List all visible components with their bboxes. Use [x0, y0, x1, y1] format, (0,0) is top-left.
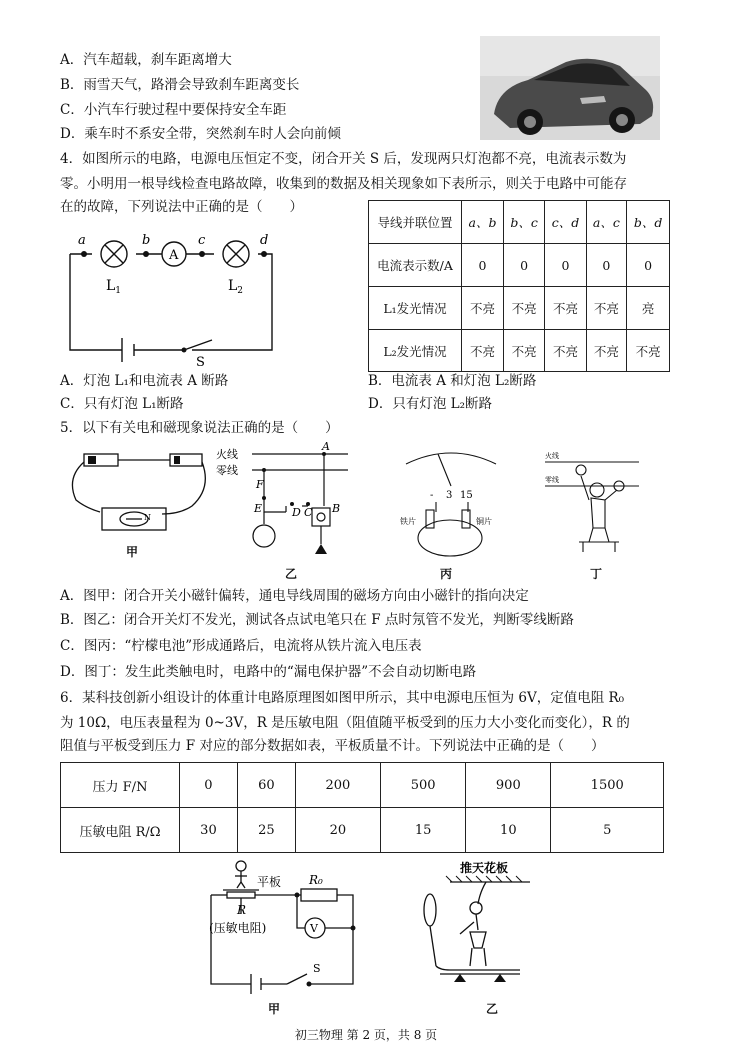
- q4-table-cell: 0: [586, 244, 627, 287]
- q5-ding-zero-line: 零线: [545, 476, 559, 484]
- q6-jia-r-desc: (压敏电阻): [209, 921, 267, 935]
- car-photo: [480, 36, 660, 140]
- q6-table-cell: 30: [180, 808, 238, 853]
- q6-jia-plate-label: 平板: [257, 875, 282, 889]
- q6-fig-jia-circuit: [205, 858, 365, 998]
- q4-table-cell: 不亮: [462, 330, 504, 372]
- q4-table-cell: L₁发光情况: [369, 287, 462, 330]
- q4-node-d: d: [260, 233, 269, 248]
- q4-table-cell: 不亮: [503, 330, 544, 372]
- q5-option-a: A．图甲：闭合开关小磁针偏转，通电导线周围的磁场方向由小磁针的指向决定: [60, 588, 529, 604]
- q6-table-cell: 500: [381, 763, 466, 808]
- q4-table-cell: 不亮: [462, 287, 504, 330]
- q4-node-a: a: [78, 233, 86, 248]
- q5-fig-ding: [545, 446, 640, 558]
- q5-option-b: B．图乙：闭合开关灯不发光，测试各点试电笔只在 F 点时氖管不发光，判断零线断路: [60, 612, 574, 628]
- q5-caption-bing: 丙: [440, 567, 453, 581]
- q6-table-cell: 5: [551, 808, 664, 853]
- q5-fig-jia: [62, 448, 212, 543]
- q6-yi-ceiling-label: 推天花板: [460, 861, 509, 875]
- q6-jia-r-label: R: [237, 903, 247, 917]
- q5-fig-bing: [396, 446, 506, 562]
- q5-option-c: C．图丙：“柠檬电池”形成通路后，电流将从铁片流入电压表: [60, 638, 422, 654]
- q5-yi-fire-line: 火线: [216, 448, 238, 461]
- q4-table-cell: 不亮: [503, 287, 544, 330]
- q4-l2-label: $L_2$: [228, 278, 244, 296]
- q3-option-c: C．小汽车行驶过程中要保持安全车距: [60, 102, 287, 118]
- q6-fig-yi: [420, 861, 550, 996]
- q4-table-cell: 0: [545, 244, 586, 287]
- q4-table-header: b、d: [627, 201, 670, 244]
- q4-table-header: c、d: [545, 201, 586, 244]
- q4-option-c: C．只有灯泡 L₁断路: [60, 396, 184, 412]
- q6-table-cell: 1500: [551, 763, 664, 808]
- q4-stem-line-2: 零。小明用一根导线检查电路故障，收集到的数据及相关现象如下表所示，则关于电路中可能存: [60, 176, 627, 192]
- q5-yi-zero-line: 零线: [216, 464, 238, 477]
- q3-option-a: A．汽车超载，刹车距离增大: [60, 52, 232, 68]
- q4-table-cell: 0: [462, 244, 504, 287]
- q4-table-cell: 不亮: [586, 287, 627, 330]
- q6-table-cell: 900: [466, 763, 551, 808]
- q5-bing-minus: -: [430, 490, 434, 501]
- q4-node-c: c: [198, 233, 206, 248]
- q4-switch-label: S: [196, 355, 205, 370]
- q4-circuit-diagram: [62, 232, 282, 370]
- q6-stem-line-2: 为 10Ω，电压表量程为 0~3V，R 是压敏电阻（阻值随平板受到的压力大小变化而变化），R 的: [60, 715, 630, 731]
- q4-table-cell: 0: [503, 244, 544, 287]
- q5-bing-iron: 铁片: [400, 517, 416, 526]
- q4-table-cell: L₂发光情况: [369, 330, 462, 372]
- q4-stem-line-3: 在的故障，下列说法中正确的是（ ）: [60, 199, 303, 215]
- q6-jia-switch: S: [313, 962, 321, 975]
- page-footer: 初三物理 第 2 页，共 8 页: [294, 1028, 438, 1042]
- q4-option-b: B．电流表 A 和灯泡 L₂断路: [368, 373, 537, 389]
- q4-table-header: b、c: [503, 201, 544, 244]
- q5-caption-yi: 乙: [285, 567, 298, 581]
- q5-yi-point-e: E: [254, 502, 263, 515]
- q5-yi-point-a: A: [322, 440, 330, 453]
- q5-yi-point-c: C: [304, 506, 313, 519]
- q4-table-cell: 不亮: [627, 330, 670, 372]
- q6-table-cell: 15: [381, 808, 466, 853]
- q4-table-cell: 亮: [627, 287, 670, 330]
- q5-yi-point-f: F: [256, 478, 264, 491]
- q6-caption-yi: 乙: [486, 1002, 499, 1016]
- q4-stem-line-1: 4．如图所示的电路，电源电压恒定不变，闭合开关 S 后，发现两只灯泡都不亮，电流表示数为: [60, 151, 627, 167]
- q4-data-table: [368, 200, 670, 372]
- q6-stem-line-3: 阻值与平板受到压力 F 对应的部分数据如表，平板质量不计。下列说法中正确的是（ ）: [60, 738, 605, 754]
- q6-table-cell: 60: [237, 763, 295, 808]
- q4-table-header: a、c: [586, 201, 627, 244]
- q5-caption-jia: 甲: [126, 545, 139, 559]
- q6-caption-jia: 甲: [268, 1002, 281, 1016]
- q6-table-cell: 200: [295, 763, 380, 808]
- q6-table-cell: 压力 F/N: [61, 763, 180, 808]
- q6-table-cell: 压敏电阻 R/Ω: [61, 808, 180, 853]
- q4-table-cell: 不亮: [586, 330, 627, 372]
- q4-node-b: b: [142, 233, 151, 248]
- q5-yi-point-d: D: [292, 506, 301, 519]
- q5-bing-copper: 铜片: [476, 517, 492, 526]
- q4-l1-label: $L_1$: [106, 278, 122, 296]
- q4-table-cell: 0: [627, 244, 670, 287]
- q5-ding-fire-line: 火线: [545, 452, 559, 460]
- q5-bing-3: 3: [446, 490, 453, 501]
- q5-fig-yi: [212, 440, 352, 560]
- q3-option-b: B．雨雪天气，路滑会导致刹车距离变长: [60, 77, 300, 93]
- q6-stem-line-1: 6．某科技创新小组设计的体重计电路原理图如图甲所示，其中电源电压恒为 6V，定值电阻 R₀: [60, 690, 625, 706]
- q5-bing-15: 15: [460, 490, 473, 501]
- q6-table-cell: 0: [180, 763, 238, 808]
- q5-option-d: D．图丁：发生此类触电时，电路中的“漏电保护器”不会自动切断电路: [60, 664, 477, 680]
- q4-table-cell: 电流表示数/A: [369, 244, 462, 287]
- q3-option-d: D．乘车时不系安全带，突然刹车时人会向前倾: [60, 126, 341, 142]
- q5-yi-point-b: B: [332, 502, 341, 515]
- q4-option-a: A．灯泡 L₁和电流表 A 断路: [60, 373, 229, 389]
- q4-table-cell: 不亮: [545, 330, 586, 372]
- svg-text:N: N: [144, 513, 151, 522]
- q4-option-d: D．只有灯泡 L₂断路: [368, 396, 492, 412]
- q5-stem: 5．以下有关电和磁现象说法正确的是（ ）: [60, 420, 339, 436]
- q6-jia-voltmeter: V: [310, 922, 318, 935]
- q6-table-cell: 10: [466, 808, 551, 853]
- q6-table-cell: 20: [295, 808, 380, 853]
- q6-jia-r0-label: R₀: [309, 873, 323, 887]
- q4-ammeter-label: A: [169, 248, 179, 263]
- q4-table-header: a、b: [462, 201, 504, 244]
- q4-table-header: 导线并联位置: [369, 201, 462, 244]
- q4-table-cell: 不亮: [545, 287, 586, 330]
- q6-data-table: [60, 762, 664, 853]
- q6-table-cell: 25: [237, 808, 295, 853]
- q5-caption-ding: 丁: [590, 567, 603, 581]
